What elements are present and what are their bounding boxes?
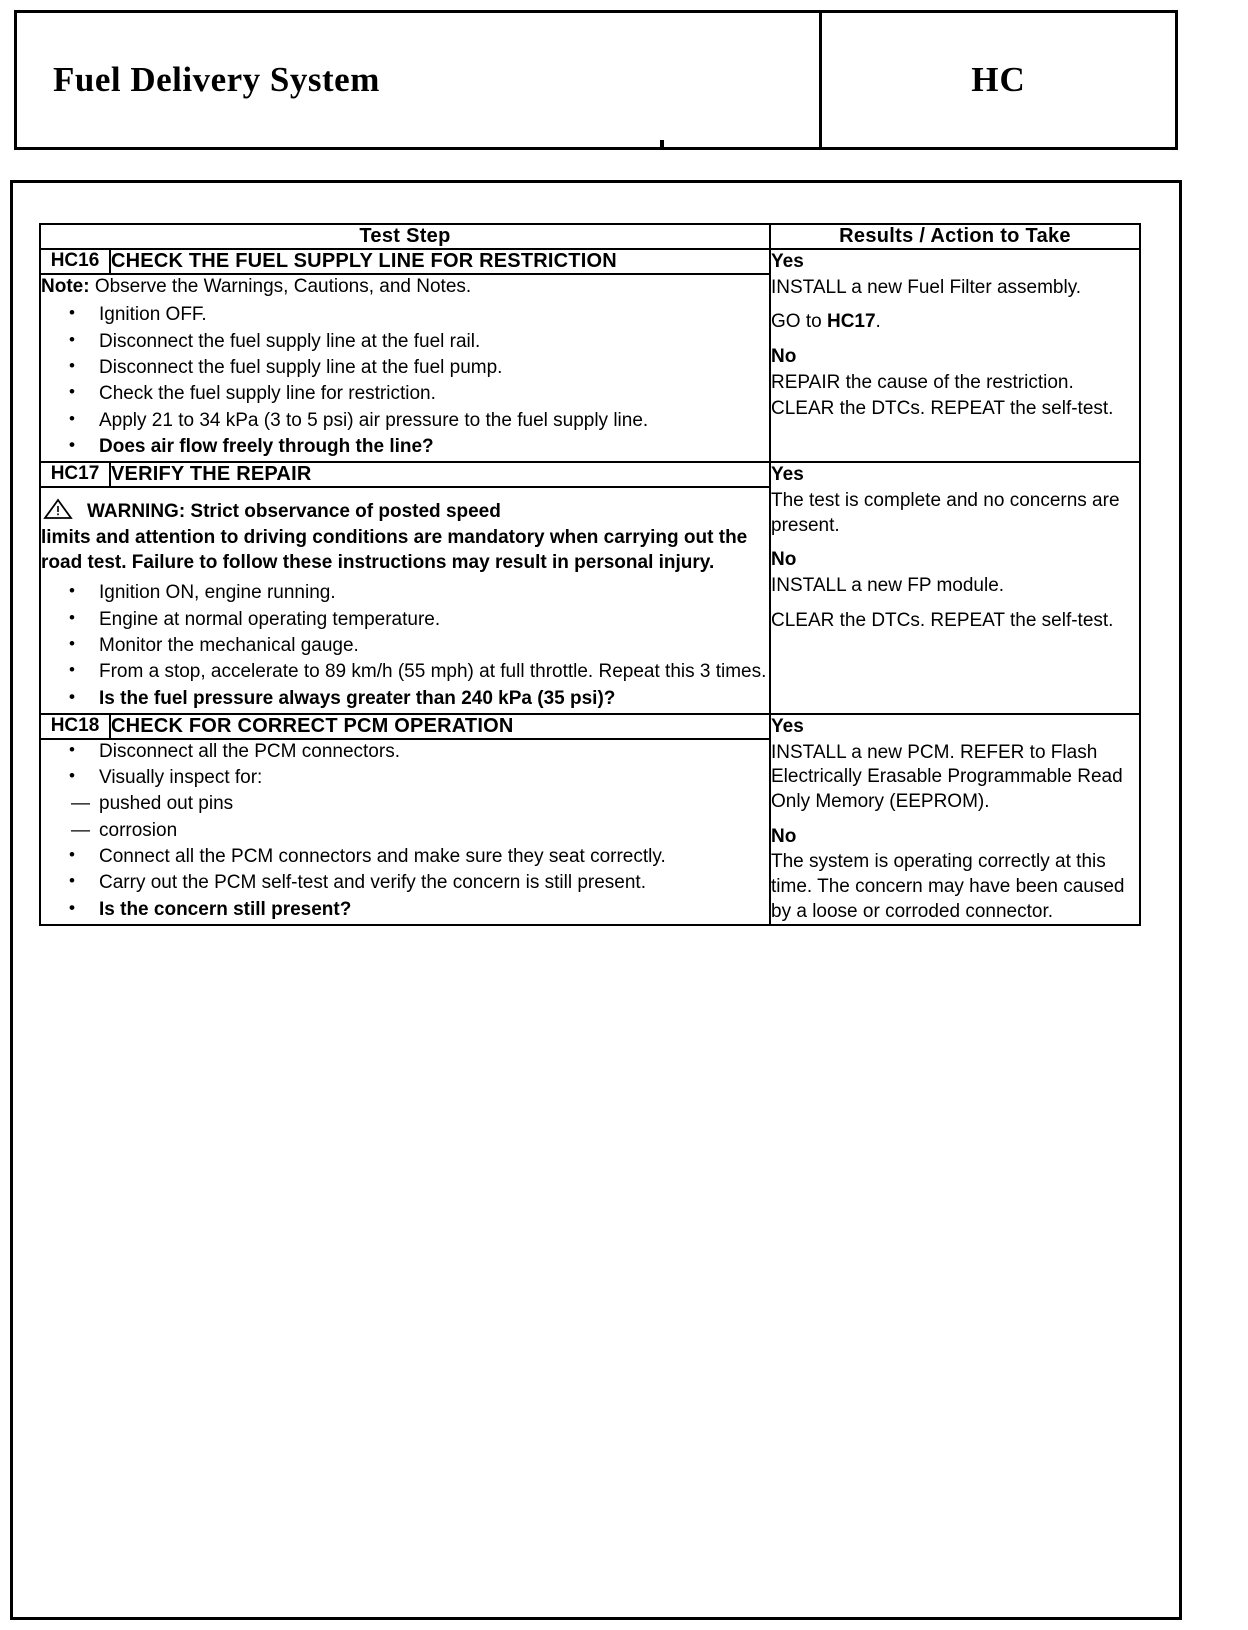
result-no-text: INSTALL a new FP module. xyxy=(771,574,1005,596)
list-item: • Ignition OFF. xyxy=(63,303,769,327)
list-item: • Connect all the PCM connectors and make sure they seat correctly. xyxy=(63,845,769,869)
page-header xyxy=(14,10,1178,150)
result-no-label: No xyxy=(771,825,797,847)
list-item: • Carry out the PCM self-test and verify the concern is still present. xyxy=(63,871,769,895)
step-title-hc16: CHECK THE FUEL SUPPLY LINE FOR RESTRICTION xyxy=(110,249,770,274)
warning-block xyxy=(41,500,769,575)
result-yes-text: INSTALL a new PCM. REFER to Flash Electrically Erasable Programmable Read Only Memory (EEPROM). xyxy=(771,741,1123,812)
diagnostic-table xyxy=(39,223,1141,926)
step-body-hc18 xyxy=(40,739,770,925)
list-item: • Ignition ON, engine running. xyxy=(63,581,769,605)
goto-prefix: GO to xyxy=(771,311,822,333)
list-item: • Disconnect the fuel supply line at the fuel rail. xyxy=(63,330,769,354)
result-yes-goto xyxy=(771,310,1139,335)
sub-list-item: — pushed out pins xyxy=(41,792,769,816)
sub-list-item: — corrosion xyxy=(41,819,769,843)
result-yes-label: Yes xyxy=(771,464,804,486)
step-results-hc18 xyxy=(770,714,1140,926)
step-question: • Is the concern still present? xyxy=(63,898,769,922)
result-no-text: The system is operating correctly at this time. The concern may have been caused by a loose or corroded connector. xyxy=(771,851,1125,922)
table-row xyxy=(40,249,1140,274)
list-item: • Check the fuel supply line for restriction. xyxy=(63,382,769,406)
column-header-results: Results / Action to Take xyxy=(770,224,1140,249)
step-results-hc17 xyxy=(770,462,1140,714)
list-item: • Apply 21 to 34 kPa (3 to 5 psi) air pressure to the fuel supply line. xyxy=(63,409,769,433)
note-label: Note: xyxy=(41,276,90,297)
result-yes-label: Yes xyxy=(771,251,804,272)
column-header-test-step: Test Step xyxy=(40,224,770,249)
note-text: Observe the Warnings, Cautions, and Notes. xyxy=(89,276,472,297)
warning-triangle-icon xyxy=(43,498,73,528)
warning-first-line xyxy=(41,500,769,525)
result-yes-text: INSTALL a new Fuel Filter assembly. xyxy=(771,276,1082,298)
step-body-hc17 xyxy=(40,487,770,714)
step-question: • Is the fuel pressure always greater than 240 kPa (35 psi)? xyxy=(63,687,769,711)
step-id-hc16: HC16 xyxy=(40,249,110,274)
list-item: • Disconnect the fuel supply line at the fuel pump. xyxy=(63,356,769,380)
list-item: • Engine at normal operating temperature. xyxy=(63,608,769,632)
step-results-hc16 xyxy=(770,249,1140,462)
step-id-hc18: HC18 xyxy=(40,714,110,739)
result-no-text: REPAIR the cause of the restriction. xyxy=(771,371,1074,393)
list-item: • From a stop, accelerate to 89 km/h (55 mph) at full throttle. Repeat this 3 times. xyxy=(63,660,769,684)
result-no-text-2: CLEAR the DTCs. REPEAT the self-test. xyxy=(771,398,1114,420)
list-item: • Monitor the mechanical gauge. xyxy=(63,634,769,658)
note-line xyxy=(41,275,769,299)
step-bullet-list-2 xyxy=(41,845,769,922)
step-title-hc17: VERIFY THE REPAIR xyxy=(110,462,770,487)
step-bullet-list xyxy=(41,303,769,459)
section-code: HC xyxy=(971,60,1026,99)
goto-suffix: . xyxy=(875,311,881,333)
page-title: Fuel Delivery System xyxy=(53,60,380,99)
header-code-cell xyxy=(822,13,1175,147)
table-header-row xyxy=(40,224,1140,249)
step-bullet-list xyxy=(41,740,769,791)
result-no-text-2: CLEAR the DTCs. REPEAT the self-test. xyxy=(771,609,1114,631)
page-body-frame xyxy=(10,180,1182,1620)
step-question: • Does air flow freely through the line? xyxy=(63,435,769,459)
step-body-hc16 xyxy=(40,274,770,462)
list-item: • Disconnect all the PCM connectors. xyxy=(63,740,769,764)
warning-body-text: limits and attention to driving conditions are mandatory when carrying out the road test. Failure to follow these instructions may result in personal injury. xyxy=(41,526,748,573)
step-id-hc17: HC17 xyxy=(40,462,110,487)
header-title-cell xyxy=(17,13,822,147)
step-bullet-list xyxy=(41,581,769,711)
result-no-label: No xyxy=(771,346,797,368)
result-yes-text: The test is complete and no concerns are present. xyxy=(771,489,1120,536)
table-row xyxy=(40,714,1140,739)
step-title-hc18: CHECK FOR CORRECT PCM OPERATION xyxy=(110,714,770,739)
warning-heading-text: WARNING: Strict observance of posted speed xyxy=(87,501,501,523)
header-tick-mark xyxy=(660,140,664,150)
result-yes-label: Yes xyxy=(771,715,804,737)
result-no-label: No xyxy=(771,549,797,571)
goto-target: HC17 xyxy=(826,311,876,333)
table-row xyxy=(40,462,1140,487)
list-item: • Visually inspect for: xyxy=(63,766,769,790)
